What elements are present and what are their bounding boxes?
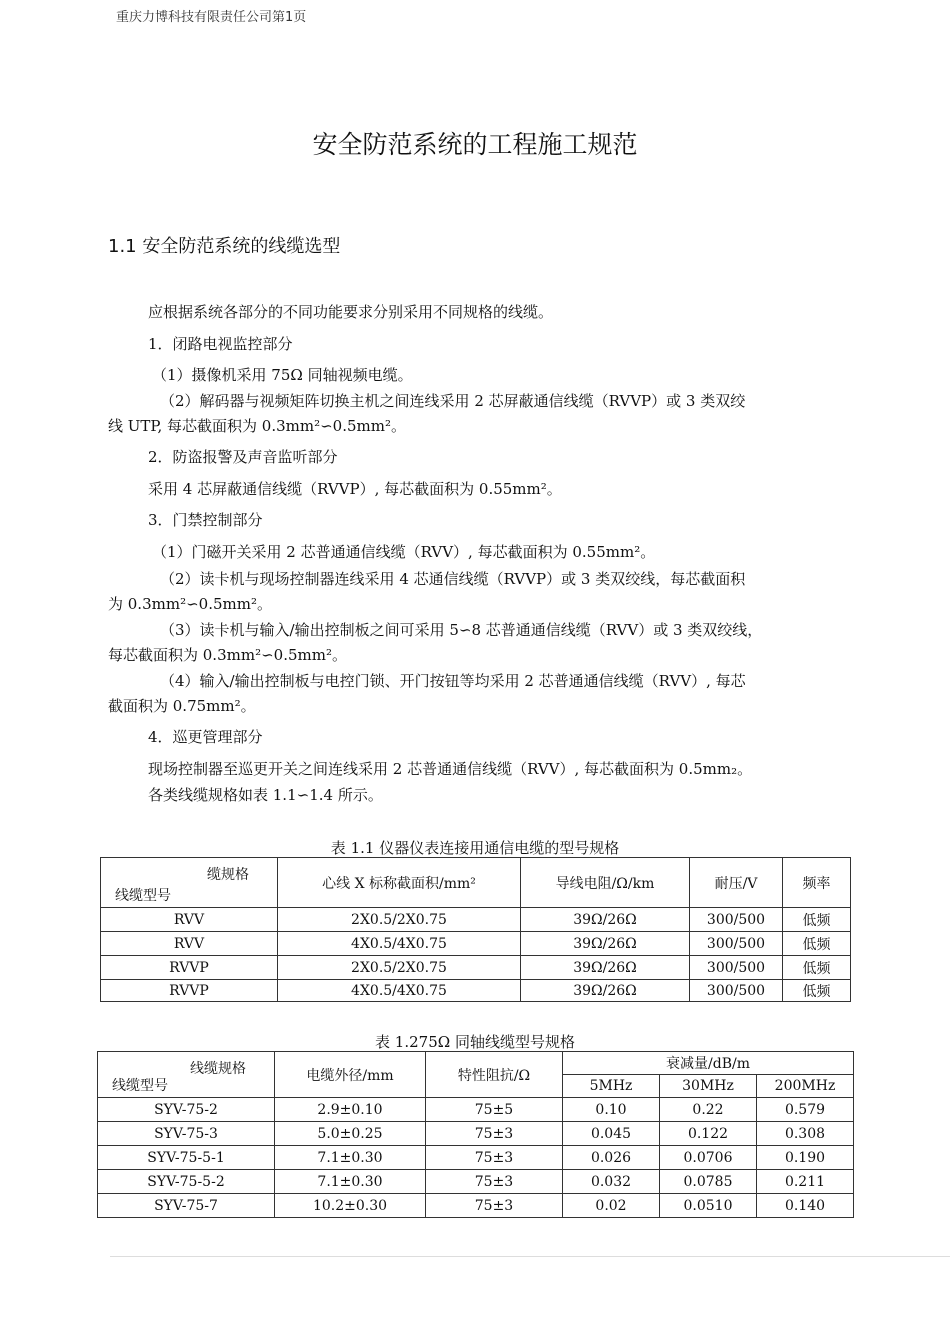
table-cell: 0.02 (563, 1194, 660, 1218)
paragraph: （4）输入/输出控制板与电控门锁、开门按钮等均采用 2 芯普通通信线缆（RVV）, 每芯 (160, 672, 746, 690)
table2-freq-header: 5MHz (563, 1075, 660, 1098)
table-cell: 300/500 (690, 932, 783, 956)
table-cell: 低频 (783, 932, 851, 956)
table2-header-diameter: 电缆外径/mm (275, 1052, 426, 1098)
table-cell: 4X0.5/4X0.75 (278, 932, 521, 956)
section-heading: 1.1 安全防范系统的线缆选型 (108, 236, 341, 257)
table1-header: 导线电阻/Ω/km (521, 858, 690, 908)
paragraph: 每芯截面积为 0.3mm²∽0.5mm²。 (108, 646, 347, 664)
table-cell: 300/500 (690, 908, 783, 932)
table-row (98, 1170, 854, 1194)
table-cell: RVVP (101, 956, 278, 980)
paragraph: 线 UTP, 每芯截面积为 0.3mm²∽0.5mm²。 (108, 417, 406, 435)
table-cell: 0.308 (757, 1122, 854, 1146)
table2-corner-top: 线缆规格 (190, 1061, 246, 1077)
table-cell: SYV-75-5-2 (98, 1170, 275, 1194)
table-cell: 0.22 (660, 1098, 757, 1122)
table-cell: 75±3 (426, 1146, 563, 1170)
table1-corner-header (101, 858, 278, 908)
paragraph: 采用 4 芯屏蔽通信线缆（RVVP）, 每芯截面积为 0.55mm²。 (148, 480, 562, 498)
table1-header: 耐压/V (690, 858, 783, 908)
paragraph: 应根据系统各部分的不同功能要求分别采用不同规格的线缆。 (148, 303, 554, 321)
table-cell: 0.211 (757, 1170, 854, 1194)
table-cell: 300/500 (690, 956, 783, 980)
table2-corner-bottom: 线缆型号 (112, 1078, 168, 1094)
table-cell: SYV-75-7 (98, 1194, 275, 1218)
table-row (98, 1146, 854, 1170)
paragraph: 截面积为 0.75mm²。 (108, 697, 256, 715)
table-row (101, 980, 851, 1002)
table-cell: SYV-75-5-1 (98, 1146, 275, 1170)
table-row (101, 956, 851, 980)
paragraph: 现场控制器至巡更开关之间连线采用 2 芯普通通信线缆（RVV）, 每芯截面积为 0.5mm₂。 (148, 760, 753, 778)
table-row (98, 1122, 854, 1146)
table-cell: 75±5 (426, 1098, 563, 1122)
table-cell: RVV (101, 932, 278, 956)
table-cell: 0.10 (563, 1098, 660, 1122)
paragraph: （3）读卡机与输入/输出控制板之间可采用 5∽8 芯普通通信线缆（RVV）或 3 类双绞线， (160, 621, 763, 639)
table-cell: 低频 (783, 908, 851, 932)
paragraph: （2）解码器与视频矩阵切换主机之间连线采用 2 芯屏蔽通信线缆（RVVP）或 3 类双绞 (160, 392, 746, 410)
paragraph: 2．防盗报警及声音监听部分 (148, 448, 338, 466)
paragraph: 3．门禁控制部分 (148, 511, 263, 529)
paragraph: 4．巡更管理部分 (148, 728, 263, 746)
document-title: 安全防范系统的工程施工规范 (312, 130, 638, 159)
table2-corner-header (98, 1052, 275, 1098)
table-cell: 39Ω/26Ω (521, 956, 690, 980)
table-cell: 0.122 (660, 1122, 757, 1146)
table1-corner-bottom: 线缆型号 (115, 888, 171, 904)
table-cell: 75±3 (426, 1122, 563, 1146)
paragraph: 1．闭路电视监控部分 (148, 335, 293, 353)
table1-caption: 表 1.1 仪器仪表连接用通信电缆的型号规格 (330, 839, 620, 857)
paragraph: 为 0.3mm²∽0.5mm²。 (108, 595, 272, 613)
table-row (98, 1194, 854, 1218)
table-cell: 39Ω/26Ω (521, 980, 690, 1002)
table-cell: 39Ω/26Ω (521, 908, 690, 932)
table-cell: RVVP (101, 980, 278, 1002)
table-cell: SYV-75-3 (98, 1122, 275, 1146)
coax-spec-table (97, 1051, 854, 1218)
table2-freq-header: 200MHz (757, 1075, 854, 1098)
table-cell: 4X0.5/4X0.75 (278, 980, 521, 1002)
table-cell: 7.1±0.30 (275, 1146, 426, 1170)
paragraph: （1）门磁开关采用 2 芯普通通信线缆（RVV）, 每芯截面积为 0.55mm²。 (152, 543, 656, 561)
table2-freq-header: 30MHz (660, 1075, 757, 1098)
table-row (101, 932, 851, 956)
table-cell: 75±3 (426, 1170, 563, 1194)
table-row (101, 908, 851, 932)
page-header: 重庆力博科技有限责任公司第1页 (116, 10, 307, 25)
table2-header-impedance: 特性阻抗/Ω (426, 1052, 563, 1098)
paragraph: （2）读卡机与现场控制器连线采用 4 芯通信线缆（RVVP）或 3 类双绞线，每芯截面积 (160, 570, 746, 588)
table-cell: 5.0±0.25 (275, 1122, 426, 1146)
table1-header: 心线 X 标称截面积/mm² (278, 858, 521, 908)
paragraph: 各类线缆规格如表 1.1∽1.4 所示。 (148, 786, 383, 804)
table-cell: 0.0510 (660, 1194, 757, 1218)
table-cell: 2.9±0.10 (275, 1098, 426, 1122)
table-cell: 75±3 (426, 1194, 563, 1218)
table-cell: 300/500 (690, 980, 783, 1002)
table1-corner-top: 缆规格 (207, 867, 249, 883)
table-cell: 0.026 (563, 1146, 660, 1170)
table-cell: 0.140 (757, 1194, 854, 1218)
table-cell: 10.2±0.30 (275, 1194, 426, 1218)
table-cell: 0.045 (563, 1122, 660, 1146)
table1-header: 频率 (783, 858, 851, 908)
table-cell: 0.0706 (660, 1146, 757, 1170)
table-cell: 2X0.5/2X0.75 (278, 908, 521, 932)
table-cell: 2X0.5/2X0.75 (278, 956, 521, 980)
table2-caption: 表 1.275Ω 同轴线缆型号规格 (375, 1033, 575, 1051)
table-cell: SYV-75-2 (98, 1098, 275, 1122)
paragraph: （1）摄像机采用 75Ω 同轴视频电缆。 (152, 366, 413, 384)
cable-spec-table (100, 857, 851, 1002)
table-cell: 0.032 (563, 1170, 660, 1194)
table2-header-attenuation: 衰减量/dB/m (563, 1052, 854, 1075)
table-row (98, 1098, 854, 1122)
table-cell: 低频 (783, 956, 851, 980)
table-cell: 低频 (783, 980, 851, 1002)
table-cell: 0.190 (757, 1146, 854, 1170)
table-cell: 0.0785 (660, 1170, 757, 1194)
table-cell: 7.1±0.30 (275, 1170, 426, 1194)
table-cell: 0.579 (757, 1098, 854, 1122)
page-divider (110, 1256, 950, 1257)
table-cell: 39Ω/26Ω (521, 932, 690, 956)
table-cell: RVV (101, 908, 278, 932)
